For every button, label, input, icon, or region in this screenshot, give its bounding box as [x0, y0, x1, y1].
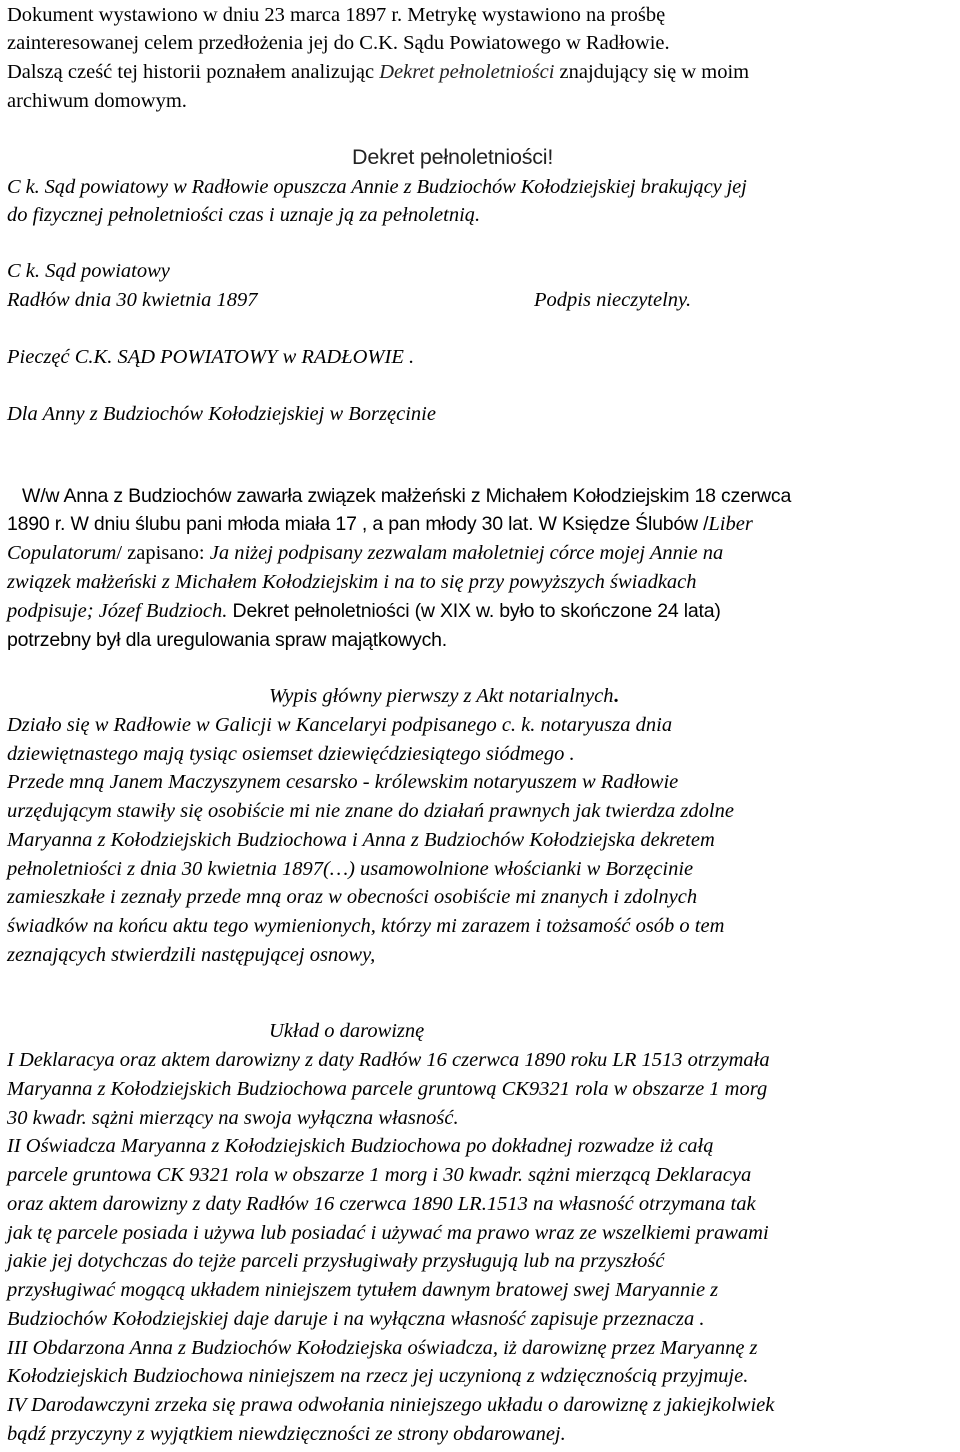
notarial-title-period: . [613, 685, 619, 707]
intro-line-1: Dokument wystawiono w dniu 23 marca 1897 r. Metrykę wystawiono na prośbę [7, 4, 666, 26]
decree-title: Dekret pełnoletniości! [352, 145, 554, 169]
decree-signature: Podpis nieczytelny. [534, 289, 692, 311]
agreement-line-7: jak tę parcele posiada i używa lub posiadać i używać ma prawo wraz ze wszelkiemi prawami [7, 1222, 769, 1244]
marriage-quote-start: Ja niżej podpisany zezwalam małoletniej córce mojej Annie na [209, 542, 724, 564]
marriage-recorded: / zapisano: [116, 542, 210, 564]
agreement-line-4: II Oświadcza Maryanna z Kołodziejskich Budziochowa po dokładnej rozwadze iż całą [7, 1135, 714, 1157]
agreement-line-11: III Obdarzona Anna z Budziochów Kołodziejska oświadcza, iż darowiznę przez Maryannę z [7, 1337, 758, 1359]
agreement-line-8: jakie jej dotychczas do tejże parceli przysługiwały przysługują lub na przyszłość [7, 1250, 665, 1272]
intro-line-3 [7, 58, 749, 86]
marriage-liber: Liber [708, 513, 753, 535]
marriage-text: 1890 r. W dniu ślubu pani młoda miała 17 , a pan młody 30 lat. [7, 513, 534, 535]
marriage-line-1: W/w Anna z Budziochów zawarła związek małżeński z Michałem Kołodziejskim 18 czerwca [22, 485, 792, 507]
notarial-line-7: zamieszkałe i zeznały przede mną oraz w obecności osobiście mi znanych i zdolnych [7, 886, 698, 908]
marriage-line-5 [7, 597, 721, 625]
marriage-decree-note: Dekret pełnoletniości (w XIX w. było to skończone 24 lata) [227, 600, 721, 622]
decree-body-line-1: C k. Sąd powiatowy w Radłowie opuszcza Annie z Budziochów Kołodziejskiej brakujący jej [7, 176, 747, 198]
intro-line-4: archiwum domowym. [7, 90, 187, 112]
decree-place-date: Radłów dnia 30 kwietnia 1897 [7, 289, 258, 311]
marriage-line-3 [7, 539, 723, 567]
notarial-title-text: Wypis główny pierwszy z Akt notarialnych [269, 685, 614, 707]
notarial-line-2: dziewiętnastego mają tysiąc osiemset dziewięćdziesiątego siódmego . [7, 743, 575, 765]
agreement-line-2: Maryanna z Kołodziejskich Budziochowa parcele gruntową CK9321 rola w obszarze 1 morg [7, 1078, 768, 1100]
agreement-line-1: I Deklaracya oraz aktem darowizny z daty Radłów 16 czerwca 1890 roku LR 1513 otrzymała [7, 1049, 770, 1071]
notarial-line-9: zeznających stwierdzili następującej osnowy, [7, 944, 376, 966]
agreement-line-5: parcele gruntowa CK 9321 rola w obszarze 1 morg i 30 kwadr. sążni mierzącą Deklaracya [7, 1164, 752, 1186]
notarial-line-1: Działo się w Radłowie w Galicji w Kancelaryi podpisanego c. k. notaryusza dnia [7, 714, 673, 736]
marriage-line-4: związek małżeński z Michałem Kołodziejskim i na to się przy powyższych świadkach [7, 571, 697, 593]
marriage-book-ref: W Księdze Ślubów / [533, 513, 709, 535]
agreement-line-14: bądź przyczyny z wyjątkiem niewdzięczności ze strony obdarowanej. [7, 1423, 566, 1445]
notarial-line-3: Przede mną Janem Maczyszynem cesarsko - królewskim notaryuszem w Radłowie [7, 771, 679, 793]
intro-text-end: znajdujący się w moim [554, 61, 750, 83]
marriage-copulatorum: Copulatorum [7, 542, 117, 564]
notarial-line-5: Maryanna z Kołodziejskich Budziochowa i Anna z Budziochów Kołodziejska dekretem [7, 829, 715, 851]
intro-line-2: zainteresowanej celem przedłożenia jej do C.K. Sądu Powiatowego w Radłowie. [7, 32, 670, 54]
decree-body-line-2: do fizycznej pełnoletniości czas i uznaje ją za pełnoletnią. [7, 204, 481, 226]
notarial-title [269, 682, 619, 710]
decree-court: C k. Sąd powiatowy [7, 260, 170, 282]
agreement-title: Układ o darowiznę [269, 1020, 425, 1042]
agreement-line-9: przysługiwać mogącą układem niniejszem tytułem dawnym bratowej swej Maryannie z [7, 1279, 719, 1301]
notarial-line-8: świadków na końcu aktu tego wymienionych, którzy mi zarazem i tożsamość osób o tem [7, 915, 725, 937]
marriage-quote-end: podpisuje; Józef Budzioch. [7, 600, 228, 622]
agreement-line-13: IV Darodawczyni zrzeka się prawa odwołania niniejszego układu o darowiznę z jakiejkolwiek [7, 1394, 775, 1416]
notarial-line-6: pełnoletniości z dnia 30 kwietnia 1897(…) usamowolnione włościanki w Borzęcinie [7, 858, 694, 880]
agreement-line-10: Budziochów Kołodziejskiej daje daruje i na wyłączna własność zapisuje przeznacza . [7, 1308, 705, 1330]
agreement-line-3: 30 kwadr. sążni mierzący na swoja wyłączna własność. [7, 1107, 459, 1129]
agreement-line-12: Kołodziejskich Budziochowa niniejszem na rzecz jej uczynioną z wdzięcznością przyjmuje. [7, 1365, 749, 1387]
marriage-line-6: potrzebny był dla uregulowania spraw majątkowych. [7, 629, 448, 651]
notarial-line-4: urzędującym stawiły się osobiście mi nie znane do działań prawnych jak twierdza zdolne [7, 800, 734, 822]
intro-text: Dalszą cześć tej historii poznałem analizując [7, 61, 380, 83]
decree-recipient: Dla Anny z Budziochów Kołodziejskiej w Borzęcinie [7, 403, 436, 425]
decree-seal: Pieczęć C.K. SĄD POWIATOWY w RADŁOWIE . [7, 346, 415, 368]
intro-decree-ref: Dekret pełnoletniości [379, 61, 555, 83]
marriage-line-2 [7, 510, 753, 538]
agreement-line-6: oraz aktem darowizny z daty Radłów 16 czerwca 1890 LR.1513 na własność otrzymana tak [7, 1193, 756, 1215]
